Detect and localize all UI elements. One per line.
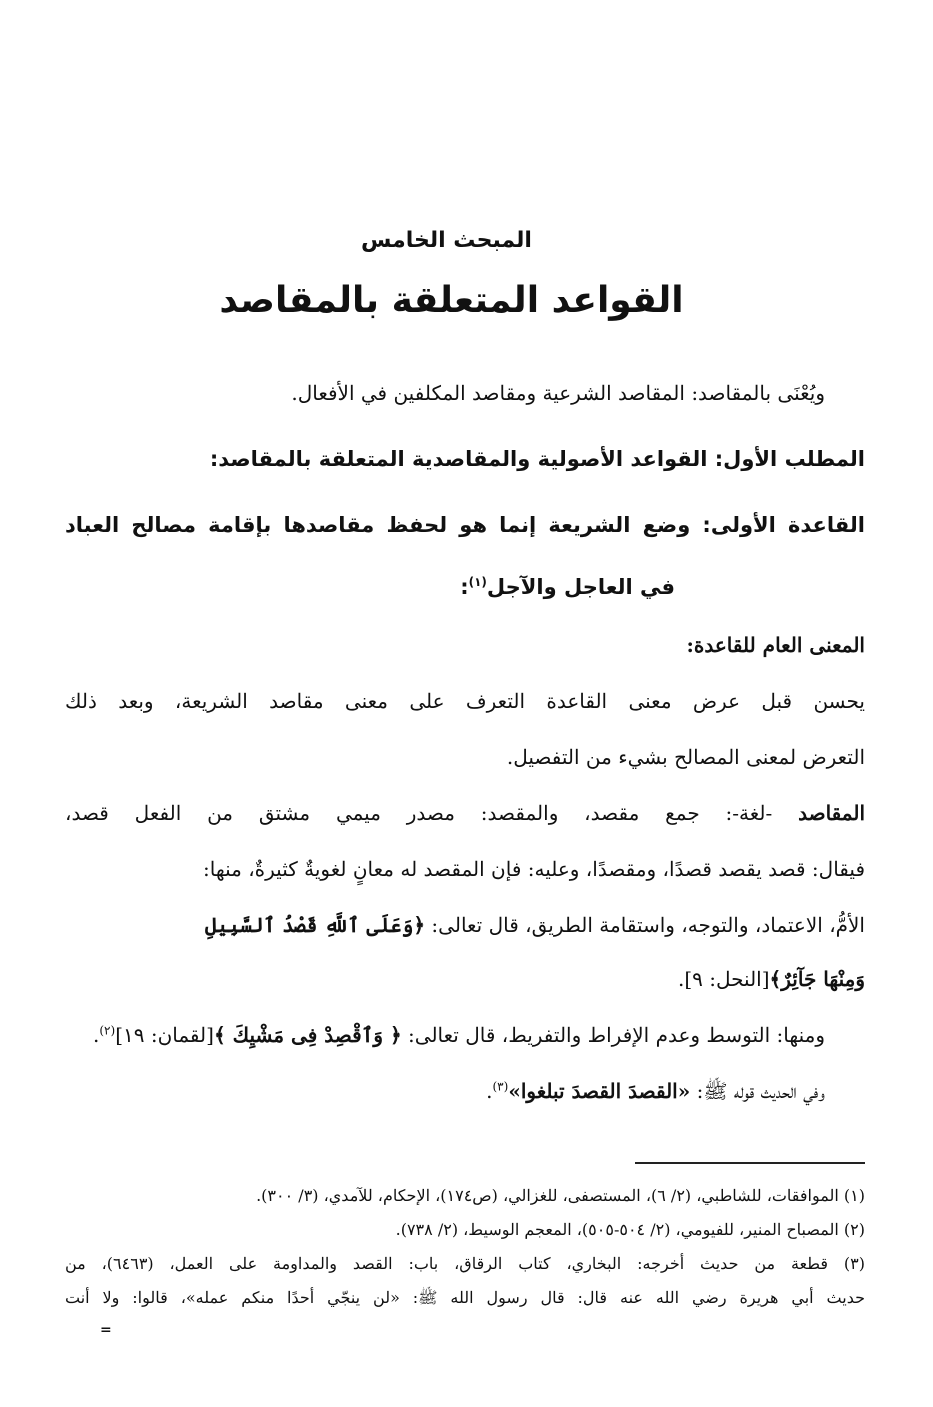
footnote-separator [635,1162,865,1164]
para4 [65,1022,865,1048]
rule1-heading-text: في العاجل والآجل [486,575,675,599]
para2-line2: فيقال: قصد يقصد قصدًا، ومقصدًا، وعليه: فإن المقصد له معانٍ لغويةٌ كثيرةٌ، منها: [203,857,865,881]
chapter-title: القواعد المتعلقة بالمقاصد [219,280,684,321]
para4-end: . [93,1023,100,1047]
para5 [65,1078,865,1104]
footnote-3-line2: حديث أبي هريرة رضي الله عنه قال: قال رسول الله ﷺ: «لن ينجّي أحدًا منكم عمله»، قالوا: ولا أنت [65,1288,865,1307]
para5-text: وفي الحديث قوله ﷺ: [690,1079,825,1103]
footnote-1: (١) الموافقات، للشاطبي، (٢/ ٦)، المستصفى، للغزالي، (ص١٧٤)، الإحكام، للآمدي، (٣/ ٣٠٠). [256,1186,865,1205]
para3-line1 [65,912,865,938]
quran-ref-luqman: [لقمان: ١٩] [115,1023,214,1047]
para5-end: . [486,1079,493,1103]
quran-verse-nahl-part1: ﴿وَعَلَى ٱللَّهِ قَصْدُ ٱلسَّبِيلِ [204,913,426,937]
continuation-mark: = [100,1322,112,1338]
matlab-heading: المطلب الأول: القواعد الأصولية والمقاصدية المتعلقة بالمقاصد: [209,447,865,471]
para1-line1: يحسن قبل عرض معنى القاعدة التعرف على معنى مقاصد الشريعة، وبعد ذلك [65,689,865,713]
general-meaning-heading: المعنى العام للقاعدة: [686,633,865,657]
footnote-2: (٢) المصباح المنير، للفيومي، (٢/ ٥٠٤-٥٠٥)، المعجم الوسيط، (٢/ ٧٣٨). [395,1220,865,1239]
quran-ref-nahl: [النحل: ٩]. [677,967,770,991]
footnote-3-line1: (٣) قطعة من حديث أخرجه: البخاري، كتاب الرقاق، باب: القصد والمداومة على العمل، (٦٤٦٣)، من [65,1254,865,1273]
quran-verse-luqman: ﴿ وَٱقْصِدْ فِى مَشْيِكَ ﴾ [213,1023,402,1047]
rule1-heading-line1: القاعدة الأولى: وضع الشريعة إنما هو لحفظ مقاصدها بإقامة مصالح العباد [65,513,865,537]
rule1-heading-line2 [65,574,865,601]
rule1-heading-colon: : [460,575,469,599]
maqasid-label: المقاصد [798,801,865,825]
footnote-ref-3: (٣) [492,1079,509,1094]
para3-line2 [65,966,865,992]
para1-line2: التعرض لمعنى المصالح بشيء من التفصيل. [506,745,865,769]
section-heading: المبحث الخامس [361,228,532,253]
quran-verse-nahl-part2: وَمِنْهَا جَآئِرٌ﴾ [769,967,865,991]
intro-paragraph: ويُعْنَى بالمقاصد: المقاصد الشرعية ومقاصد المكلفين في الأفعال. [291,381,825,405]
para4-text: ومنها: التوسط وعدم الإفراط والتفريط، قال تعالى: [401,1023,825,1047]
para2-line1 [65,800,865,826]
hadith-quote: «القصدَ القصدَ تبلغوا» [508,1079,691,1103]
footnote-ref-1: (١) [468,575,487,589]
footnote-ref-2: (٢) [99,1023,116,1038]
para2-line1-rest: -لغة-: جمع مقصد، والمقصد: مصدر ميمي مشتق من الفعل قصد، [65,801,799,825]
para3-text: الأمُّ، الاعتماد، والتوجه، واستقامة الطريق، قال تعالى: [425,913,865,937]
